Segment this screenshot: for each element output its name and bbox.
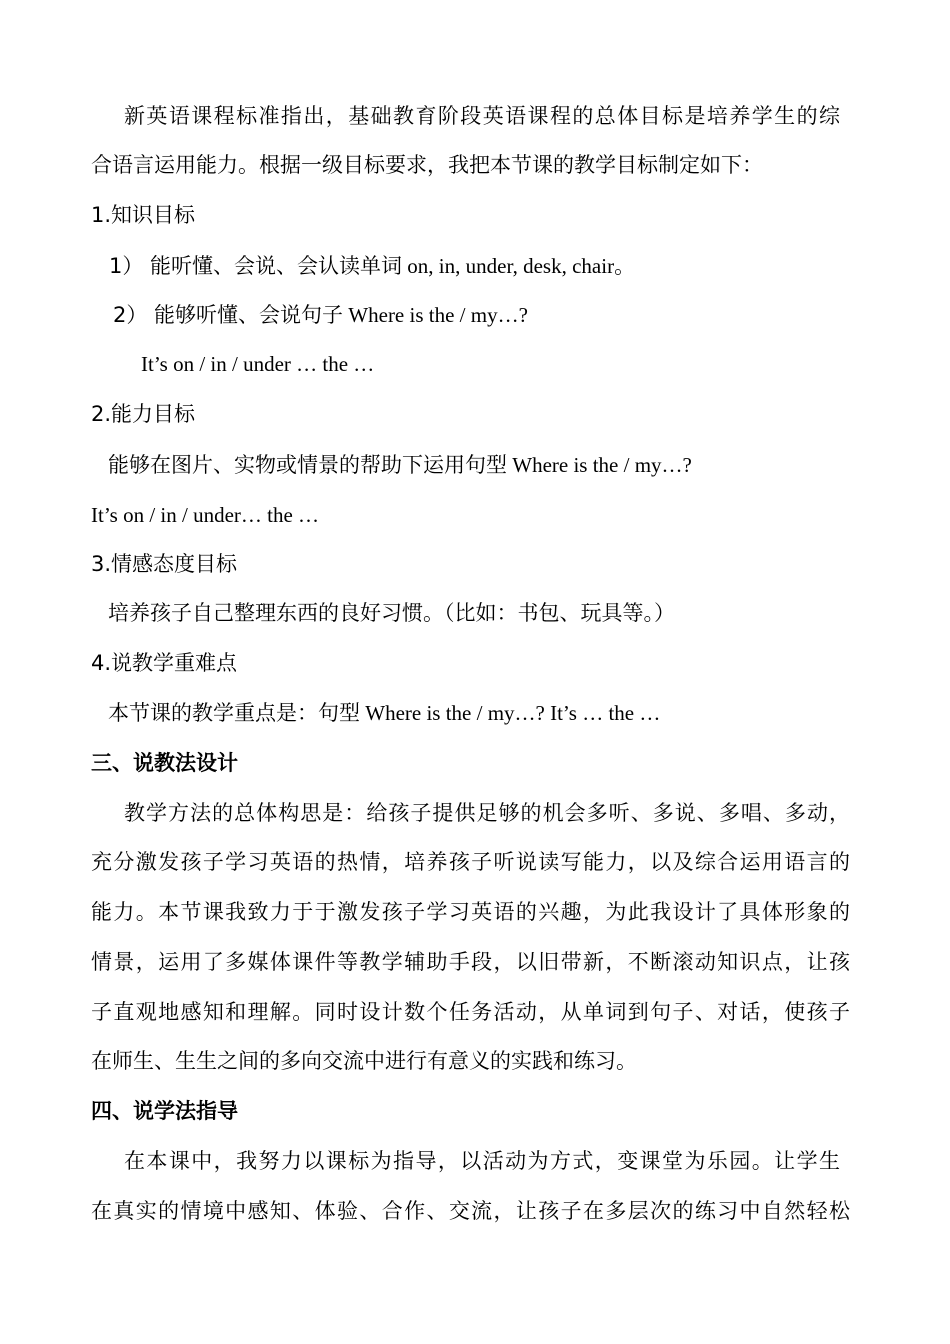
paragraph-line: 合语言运用能力。根据一级目标要求，我把本节课的教学目标制定如下： xyxy=(91,153,763,177)
paragraph-text: 能够在图片、实物或情景的帮助下运用句型 xyxy=(108,453,507,477)
section-title: 3.情感态度目标 xyxy=(91,552,238,576)
list-item xyxy=(113,299,883,331)
paragraph-line: 新英语课程标准指出，基础教育阶段英语课程的总体目标是培养学生的综 xyxy=(124,104,840,128)
sentence-pattern: Where is the / my…? xyxy=(343,303,528,327)
paragraph-line: 在真实的情境中感知、体验、合作、交流，让孩子在多层次的练习中自然轻松 xyxy=(91,1199,850,1223)
vocabulary-words: on, in, under, desk, chair xyxy=(402,254,615,278)
paragraph-line: 能力。本节课我致力于于激发孩子学习英语的兴趣，为此我设计了具体形象的 xyxy=(91,900,850,924)
paragraph-line: 充分激发孩子学习英语的热情，培养孩子听说读写能力，以及综合运用语言的 xyxy=(91,850,850,874)
sentence-answer: It’s on / in / under… the … xyxy=(91,503,320,527)
paragraph-line: 培养孩子自己整理东西的良好习惯。（比如：书包、玩具等。） xyxy=(108,601,675,625)
part-heading: 四、说学法指导 xyxy=(91,1099,238,1123)
paragraph-line xyxy=(108,697,878,729)
paragraph-line: 教学方法的总体构思是：给孩子提供足够的机会多听、多说、多唱、多动， xyxy=(124,801,850,825)
sentence-pattern: Where is the / my…? xyxy=(507,453,692,477)
paragraph-line: 在师生、生生之间的多向交流中进行有意义的实践和练习。 xyxy=(91,1049,637,1073)
list-item-end: 。 xyxy=(614,254,636,278)
list-item-text: 1） 能听懂、会说、会认读单词 xyxy=(109,254,403,278)
section-title-text: 1.知识目标 xyxy=(91,203,196,227)
section-title xyxy=(91,199,861,231)
list-item-text: 2） 能够听懂、会说句子 xyxy=(113,303,344,327)
sentence-answer: It’s on / in / under … the … xyxy=(141,352,375,376)
part-heading: 三、说教法设计 xyxy=(91,751,238,775)
paragraph-line: 在本课中，我努力以课标为指导，以活动为方式，变课堂为乐园。让学生 xyxy=(124,1149,840,1173)
section-title: 4.说教学重难点 xyxy=(91,651,238,675)
paragraph-line: 子直观地感知和理解。同时设计数个任务活动，从单词到句子、对话，使孩子 xyxy=(91,1000,850,1024)
section-title: 2.能力目标 xyxy=(91,402,196,426)
paragraph-text: 本节课的教学重点是：句型 xyxy=(108,701,360,725)
sentence-pattern: Where is the / my…? It’s … the … xyxy=(360,701,661,725)
list-item xyxy=(109,250,879,282)
paragraph-line xyxy=(108,449,878,481)
paragraph-line: 情景，运用了多媒体课件等教学辅助手段，以旧带新，不断滚动知识点，让孩 xyxy=(91,950,850,974)
